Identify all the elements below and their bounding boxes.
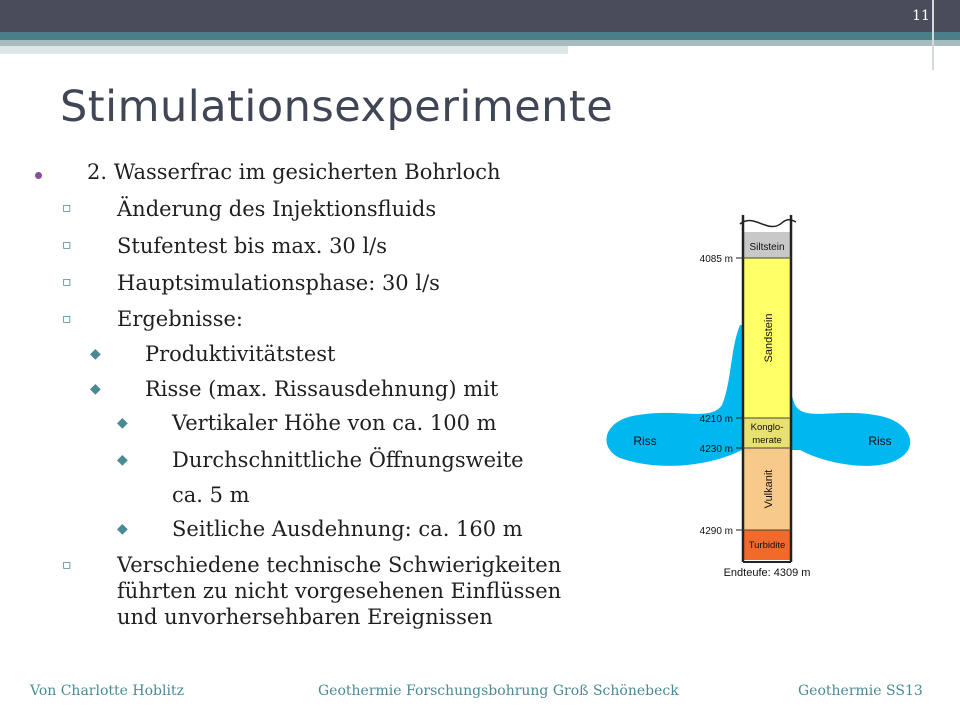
square-bullet-icon: ▫	[62, 274, 72, 290]
square-bullet-icon: ▫	[62, 557, 72, 573]
borehole-diagram	[590, 210, 920, 590]
label-riss-left: Riss	[633, 434, 657, 448]
square-bullet-icon: ▫	[62, 311, 72, 327]
label-vulkanit: Vulkanit	[763, 469, 775, 509]
diamond-bullet-icon: ◆	[90, 381, 101, 397]
diamond-bullet-icon: ◆	[90, 346, 101, 362]
header-stripe	[0, 46, 568, 54]
square-bullet-icon: ▫	[62, 200, 72, 216]
depth-label: 4230 m	[699, 444, 733, 455]
label-endteufe: Endteufe: 4309 m	[723, 567, 811, 579]
footer-author: Von Charlotte Hoblitz	[30, 683, 184, 699]
bullet-subitem: Produktivitätstest	[145, 342, 336, 366]
footer-course: Geothermie SS13	[798, 683, 923, 699]
bullet-item: Ergebnisse:	[117, 307, 243, 331]
label-riss-right: Riss	[868, 434, 892, 448]
bullet-level1: 2. Wasserfrac im gesicherten Bohrloch	[87, 160, 501, 184]
bullet-item: Stufentest bis max. 30 l/s	[117, 234, 388, 258]
label-siltstein: Siltstein	[749, 242, 785, 253]
square-bullet-icon: ▫	[62, 237, 72, 253]
page-number: 11	[912, 8, 930, 24]
depth-label: 4290 m	[699, 526, 733, 537]
header-bar	[0, 0, 960, 32]
footer-title: Geothermie Forschungsbohrung Groß Schönebeck	[318, 683, 679, 699]
header-line-short	[568, 60, 773, 63]
bullet-dot	[35, 172, 42, 179]
diamond-bullet-icon: ◆	[117, 452, 128, 468]
depth-label: 4210 m	[699, 414, 733, 425]
bullet-subitem: Risse (max. Rissausdehnung) mit	[145, 377, 499, 401]
bullet-item: Hauptsimulationsphase: 30 l/s	[117, 271, 440, 295]
bullet-item-line: führten zu nicht vorgesehenen Einflüssen	[117, 579, 562, 603]
label-merate: merate	[752, 435, 782, 446]
header-band	[0, 32, 960, 40]
bullet-subsubitem-continued: ca. 5 m	[172, 483, 250, 507]
diamond-bullet-icon: ◆	[117, 521, 128, 537]
top-break-icon	[740, 220, 796, 227]
label-turbidite: Turbidite	[748, 540, 786, 551]
bullet-item: Änderung des Injektionsfluids	[117, 197, 437, 221]
header-line	[568, 50, 888, 53]
bullet-item-line: und unvorhersehbaren Ereignissen	[117, 605, 493, 629]
diamond-bullet-icon: ◆	[117, 415, 128, 431]
slide-title: Stimulationsexperimente	[60, 82, 614, 132]
bullet-subsubitem: Durchschnittliche Öffnungsweite	[172, 448, 524, 472]
label-konglo: Konglo-	[750, 422, 784, 433]
bullet-subsubitem: Seitliche Ausdehnung: ca. 160 m	[172, 517, 523, 541]
bullet-item-line: Verschiedene technische Schwierigkeiten	[117, 553, 562, 577]
bullet-subsubitem: Vertikaler Höhe von ca. 100 m	[172, 411, 497, 435]
label-sandstein: Sandstein	[763, 313, 775, 363]
depth-label: 4085 m	[699, 254, 733, 265]
